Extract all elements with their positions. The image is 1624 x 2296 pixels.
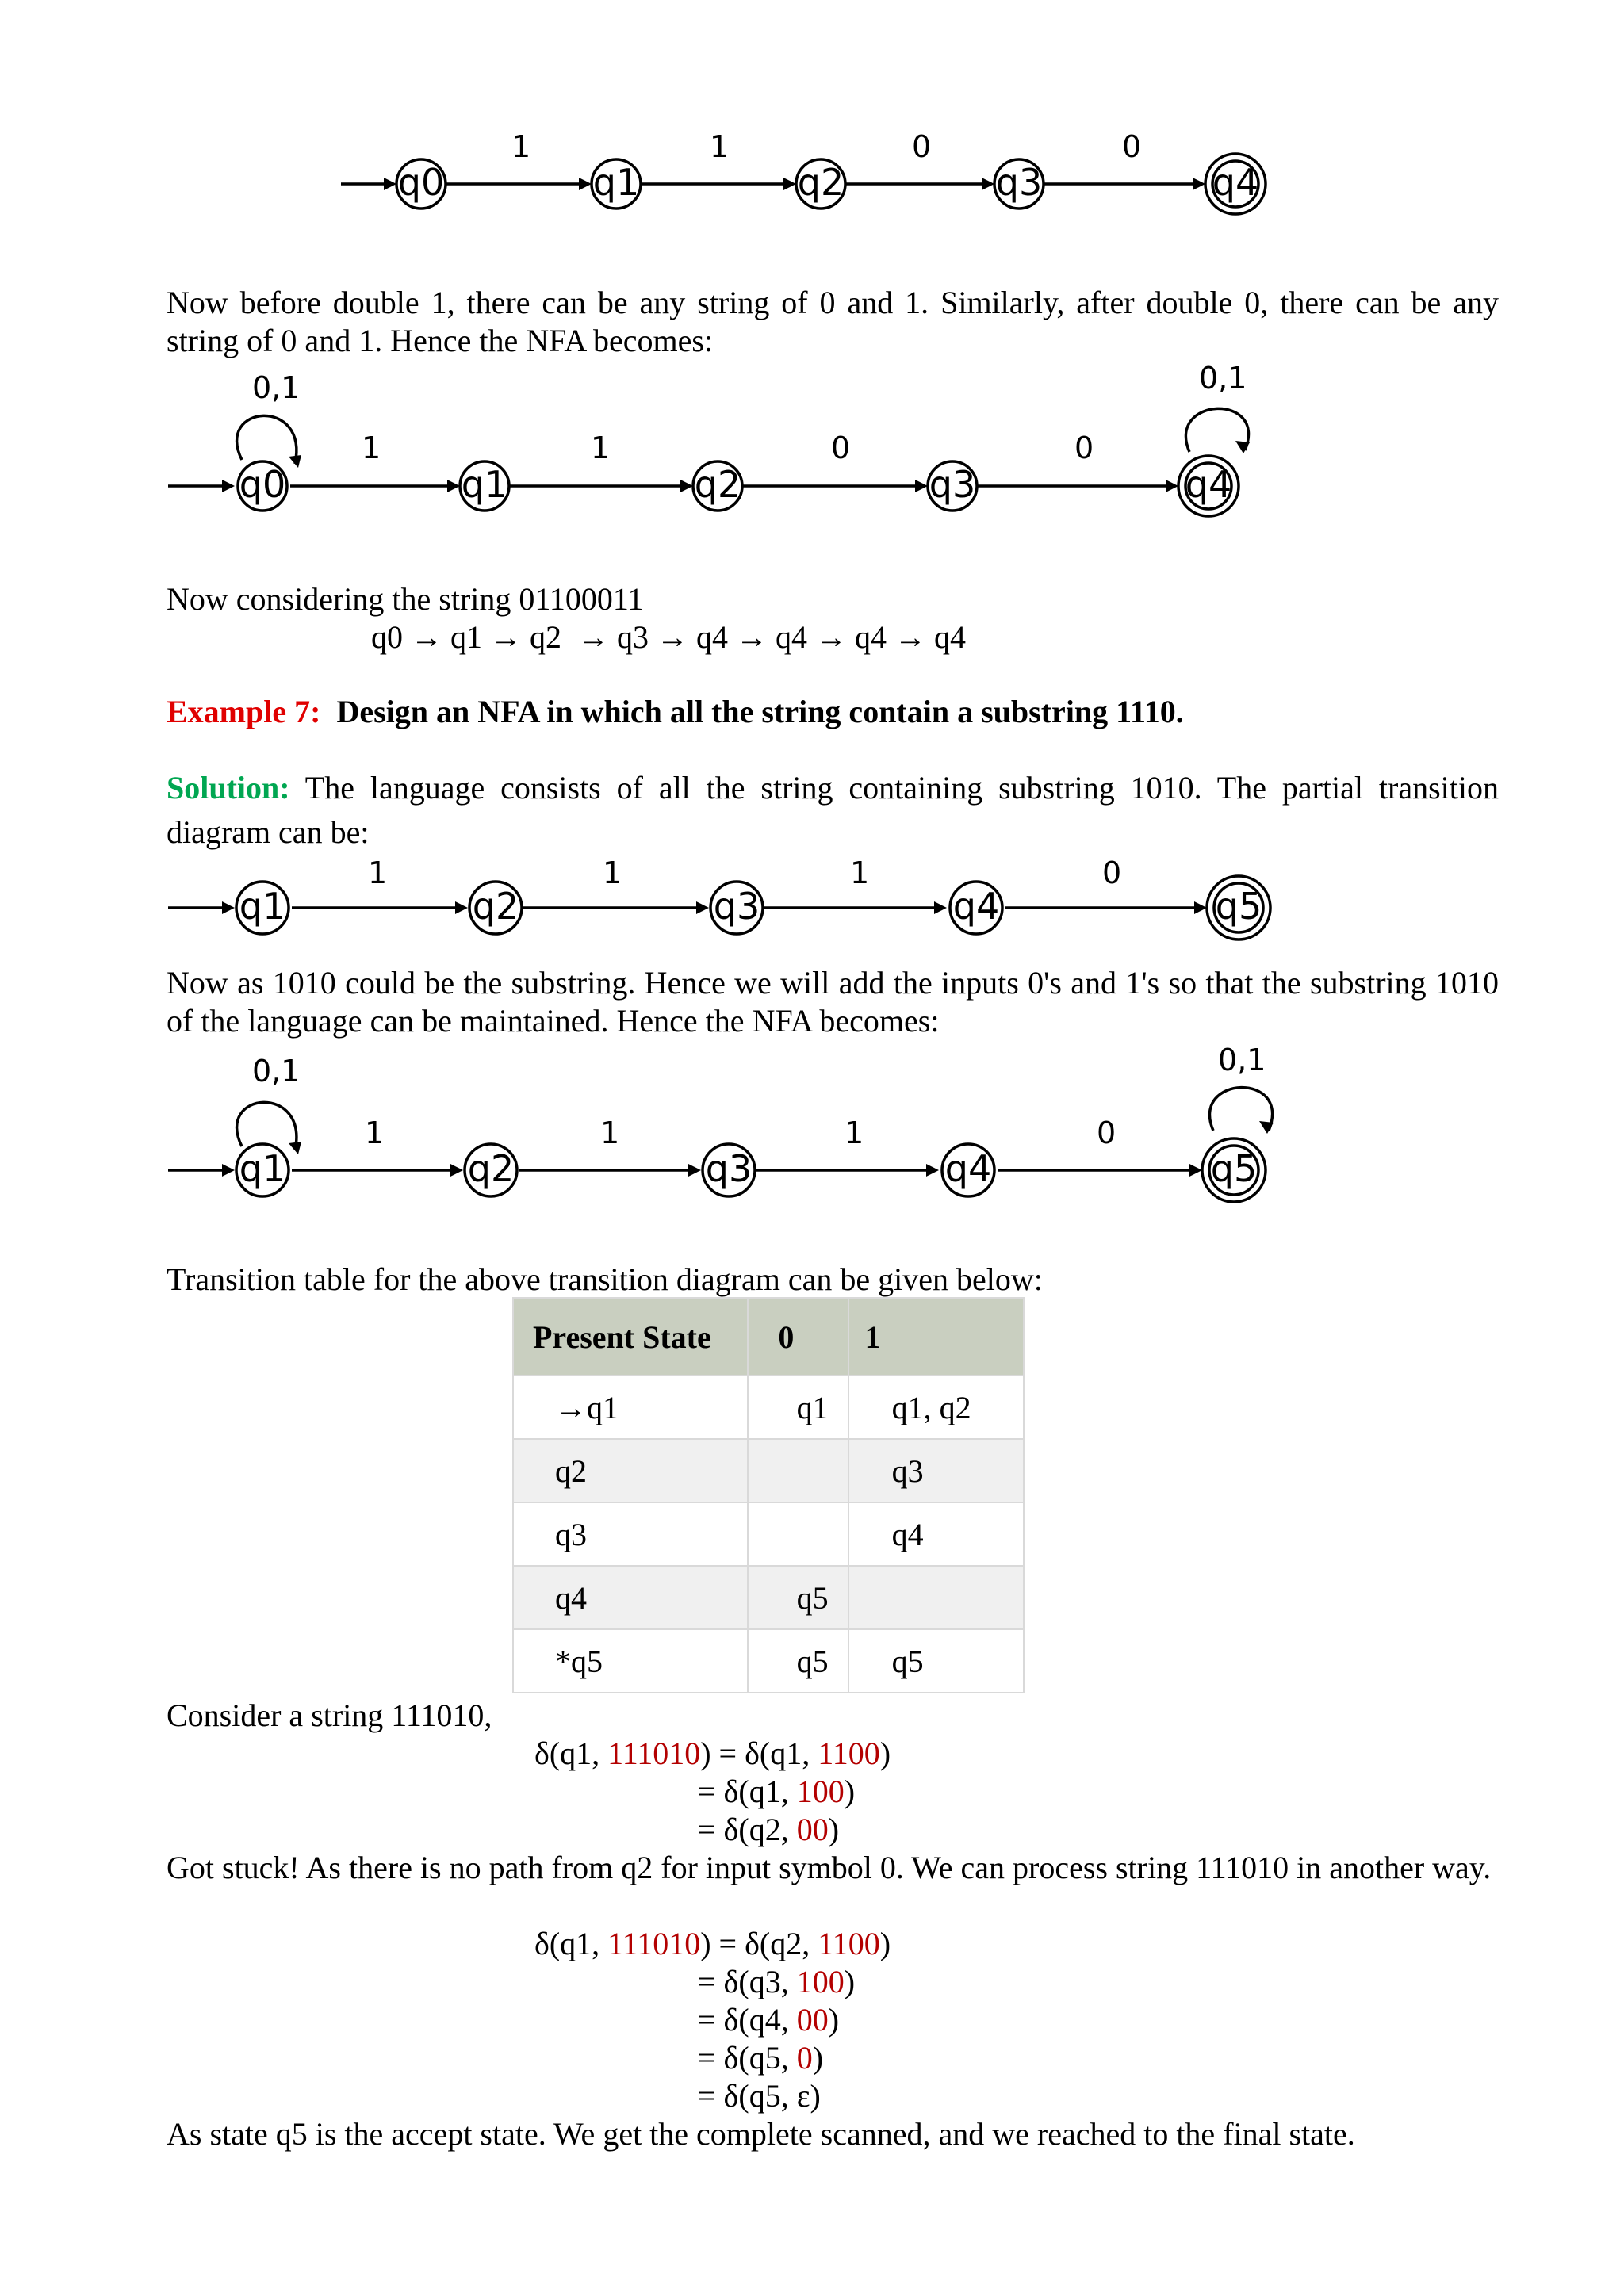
state-label: q2	[694, 463, 741, 506]
solution-paragraph	[167, 766, 1499, 855]
table-cell: →q1	[513, 1376, 748, 1439]
state-label: q3	[929, 463, 976, 506]
state-label: q5	[1215, 885, 1262, 928]
edge-label: 0	[1097, 1115, 1116, 1150]
table-row	[513, 1439, 1024, 1502]
table-cell: q3	[513, 1502, 748, 1566]
table-cell: q4	[513, 1566, 748, 1629]
calc-line: = δ(q5, 0)	[698, 2040, 824, 2076]
conclusion: As state q5 is the accept state. We get the complete scanned, and we reached to the final state.	[167, 2116, 1355, 2152]
edge-label: 1	[362, 430, 381, 465]
state-label: q0	[239, 463, 286, 506]
example-label: Example 7:	[167, 694, 321, 729]
loop-label: 0,1	[1218, 1043, 1266, 1077]
table-cell	[848, 1566, 1024, 1629]
table-intro: Transition table for the above transition diagram can be given below:	[167, 1261, 1043, 1297]
diagram3-svg	[0, 856, 1624, 975]
state-label: q5	[1210, 1147, 1258, 1190]
state-label: q1	[239, 885, 286, 928]
state-label: q4	[944, 1147, 992, 1190]
example-text: Design an NFA in which all the string contain a substring 1110.	[336, 694, 1184, 729]
edge-label: 1	[511, 129, 531, 164]
table-row	[513, 1566, 1024, 1629]
example-heading	[167, 693, 1184, 731]
edge-label: 1	[591, 430, 611, 465]
edge-label: 0	[1122, 129, 1142, 164]
diagram2-svg	[0, 357, 1624, 539]
state-label: q4	[952, 885, 1000, 928]
diagram1-svg	[0, 119, 1624, 254]
transition-table	[512, 1297, 1025, 1693]
edge-label: 1	[365, 1115, 385, 1150]
edge-label: 1	[710, 129, 730, 164]
state-label: q1	[239, 1147, 286, 1190]
edge-label: 1	[845, 1115, 864, 1150]
paragraph: Got stuck! As there is no path from q2 for input symbol 0. We can process string 111010 in another way.	[167, 1850, 1492, 1885]
edge-label: 1	[850, 856, 870, 890]
loop-label: 0,1	[252, 1054, 301, 1089]
table-cell: q3	[848, 1439, 1024, 1502]
state-label: q3	[995, 161, 1043, 204]
nfa-full-diagram	[0, 1035, 1624, 1226]
state-label: q1	[461, 463, 508, 506]
diagram4-svg	[0, 1035, 1624, 1226]
state-label: q2	[472, 885, 519, 928]
state-label: q2	[467, 1147, 515, 1190]
state-label: q0	[397, 161, 445, 204]
edge-label: 1	[368, 856, 388, 890]
table-cell: q4	[848, 1502, 1024, 1566]
calc-line: δ(q1, 111010) = δ(q1, 1100)	[534, 1735, 891, 1771]
state-label: q2	[797, 161, 845, 204]
table-cell: q5	[748, 1566, 848, 1629]
calc-line: = δ(q4, 00)	[698, 2002, 840, 2038]
solution-text: The language consists of all the string containing substring 1010. The partial transition diagram can be:	[167, 770, 1499, 850]
paragraph: Now considering the string 01100011	[167, 581, 644, 617]
table-row	[513, 1502, 1024, 1566]
edge-label: 0	[1102, 856, 1122, 890]
solution-label: Solution:	[167, 770, 290, 806]
consider-text: Consider a string 111010,	[167, 1697, 492, 1733]
loop-label: 0,1	[252, 370, 301, 405]
state-label: q3	[705, 1147, 753, 1190]
paragraph: Now as 1010 could be the substring. Hence we will add the inputs 0's and 1's so that the substring 1010 of the language can be maintained. Hence the NFA becomes:	[167, 965, 1499, 1039]
header-0: 0	[748, 1298, 848, 1376]
table-cell	[748, 1439, 848, 1502]
edge-label: 0	[1074, 430, 1094, 465]
state-label: q3	[713, 885, 760, 928]
edge-label: 1	[600, 1115, 620, 1150]
nfa-partial-diagram	[0, 856, 1624, 975]
calc-line: = δ(q2, 00)	[698, 1812, 840, 1847]
header-1: 1	[848, 1298, 1024, 1376]
calc-line: δ(q1, 111010) = δ(q2, 1100)	[534, 1926, 891, 1961]
table-cell	[748, 1502, 848, 1566]
edge-label: 0	[912, 129, 932, 164]
nfa-diagram-basic	[0, 119, 1624, 254]
loop-label: 0,1	[1199, 361, 1247, 396]
edge-label: 0	[831, 430, 851, 465]
calc-line: = δ(q3, 100)	[698, 1964, 856, 1999]
self-loop	[237, 415, 297, 464]
table-cell: q1, q2	[848, 1376, 1024, 1439]
table-row	[513, 1376, 1024, 1439]
table-cell: q5	[848, 1629, 1024, 1693]
state-label: q1	[592, 161, 640, 204]
table-cell: q5	[748, 1629, 848, 1693]
state-sequence: q0 → q1 → q2 → q3 → q4 → q4 → q4 → q4	[371, 619, 966, 655]
table-header-row	[513, 1298, 1024, 1376]
table-cell: *q5	[513, 1629, 748, 1693]
table-cell: q1	[748, 1376, 848, 1439]
state-label: q4	[1212, 161, 1259, 204]
edge-label: 1	[603, 856, 622, 890]
nfa-diagram-with-loops	[0, 357, 1624, 539]
table-cell: q2	[513, 1439, 748, 1502]
paragraph: Now before double 1, there can be any string of 0 and 1. Similarly, after double 0, there can be any string of 0 and 1. Hence the NFA becomes:	[167, 285, 1499, 358]
table-row	[513, 1629, 1024, 1693]
state-label: q4	[1185, 463, 1232, 506]
calc-line: = δ(q5, ε)	[698, 2078, 821, 2114]
header-present-state: Present State	[513, 1298, 748, 1376]
calc-line: = δ(q1, 100)	[698, 1774, 856, 1809]
